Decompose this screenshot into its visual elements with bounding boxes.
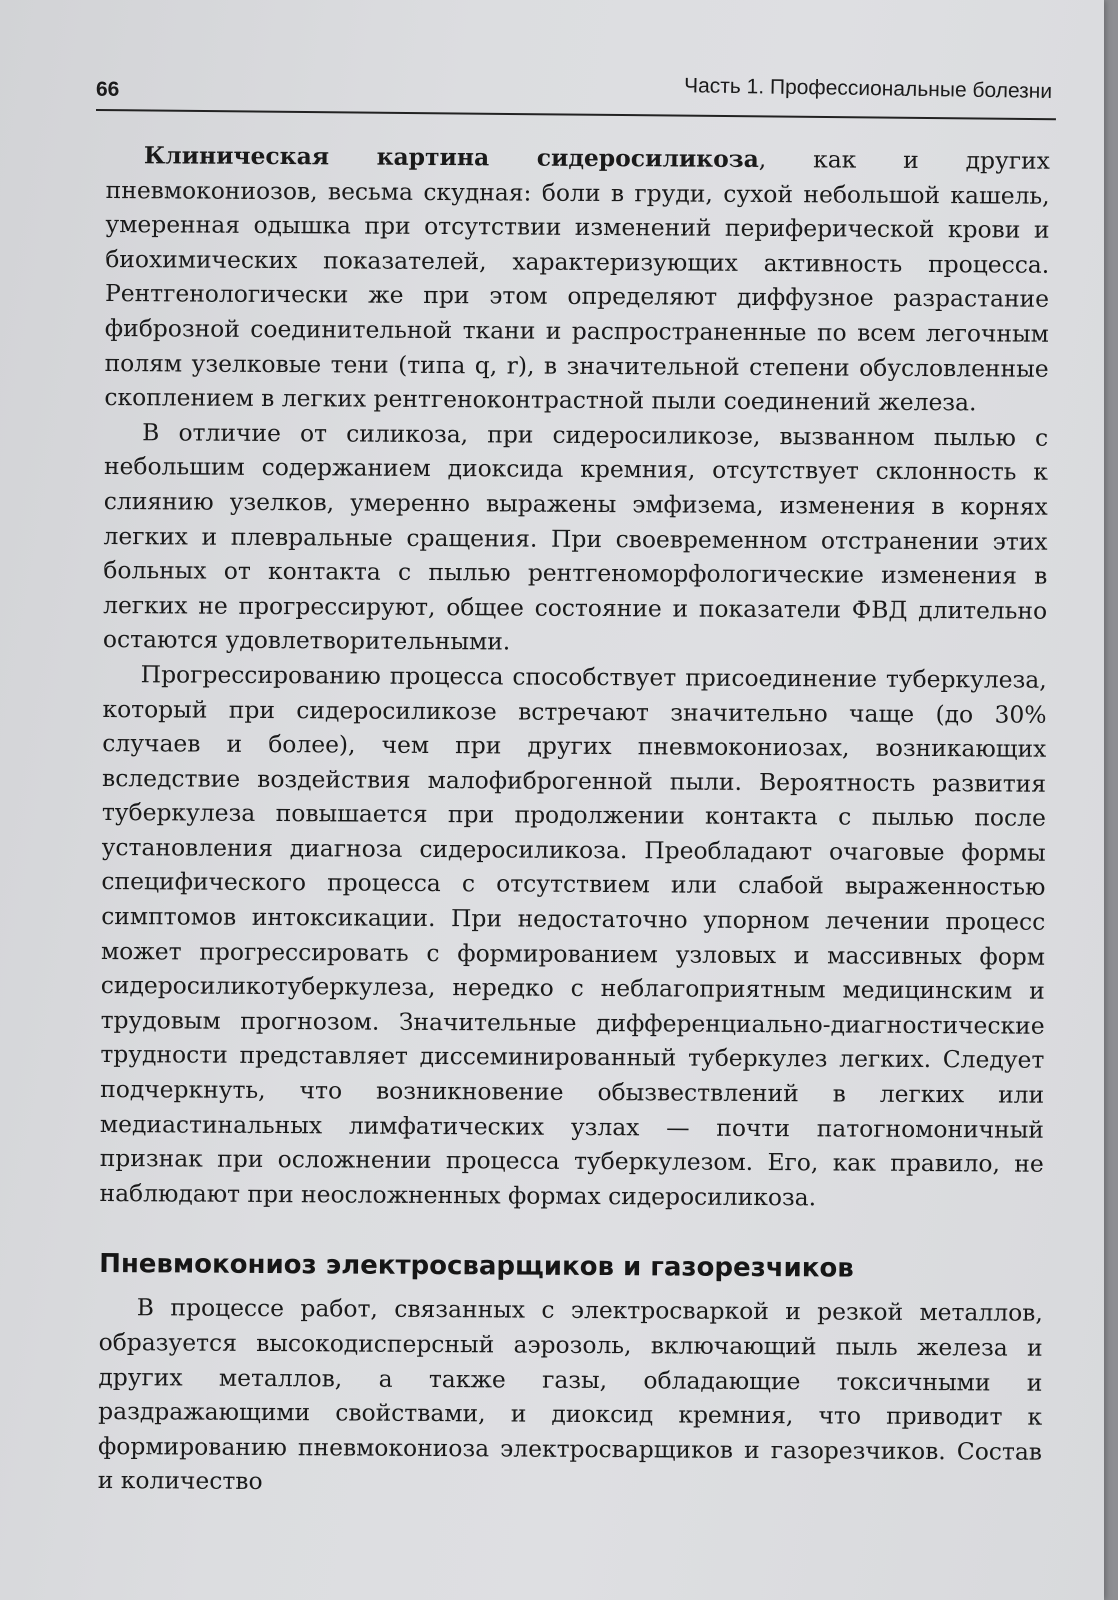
paragraph-difference-from-silicosis: В отличие от силикоза, при сидеросиликозе, вызванном пылью с небольшим содержанием диоксида кремния, отсутствует склонность к слиянию узелков, умеренно выражены эмфизема, изменения в корнях легких и плевральные сращения. При своевременном отстранении этих больных от контакта с пылью рентгеноморфологические изменения в легких не прогрессируют, общее состояние и показатели ФВД длительно остаются удовлетворительными. bbox=[102, 417, 1049, 656]
running-title: Часть 1. Профессиональные болезни bbox=[683, 74, 1053, 103]
paragraph-clinical-picture bbox=[104, 138, 1050, 421]
header-rule bbox=[96, 109, 1056, 120]
bold-term: Клиническая картина сидеросиликоза bbox=[143, 141, 759, 173]
page-number: 66 bbox=[96, 78, 120, 101]
page-body bbox=[98, 138, 1050, 1504]
paragraph-text: , как и других пневмокониозов, весьма скудная: боли в груди, сухой небольшой кашель, умеренная одышка при отсутствии изменений периферической крови и биохимических показателей, характеризующих активность процесса. Рентгенологически же при этом определяют диффузное разрастание фиброзной соединительной ткани и распространенные по всем легочным полям узелковые тени (типа q, r), в значительной степени обусловленные скоплением в легких рентгеноконтрастной пыли соединений железа. bbox=[104, 144, 1050, 417]
paragraph-welders: В процессе работ, связанных с электросваркой и резкой металлов, образуется высокодисперсный аэрозоль, включающий пыль железа и других металлов, а также газы, обладающие токсичными и раздражающими свойствами, и диоксид кремния, что приводит к формированию пневмокониоза электросварщиков и газорезчиков. Состав и количество bbox=[97, 1293, 1043, 1496]
page-header bbox=[96, 74, 1056, 114]
paragraph-tuberculosis: Прогрессированию процесса способствует присоединение туберкулеза, который при сидеросиликозе встречают значительно чаще (до 30% случаев и более), чем при других пневмокониозах, возникающих вследствие воздействия малофиброгенной пыли. Вероятность развития туберкулеза повышается при продолжении контакта с пылью после установления диагноза сидеросиликоза. Преобладают очаговые формы специфического процесса с отсутствием или слабой выраженностью симптомов интоксикации. При недостаточно упорном лечении процесс может прогрессировать с формированием узловых и массивных форм сидеросиликотуберкулеза, нередко с неблагоприятным медицинским и трудовым прогнозом. Значительные дифференциально-диагностические трудности представляет диссеминированный туберкулез легких. Следует подчеркнуть, что возникновение обызвествлений в легких или медиастинальных лимфатических узлах — почти патогномоничный признак при осложнении процесса туберкулезом. Его, как правило, не наблюдают при неосложненных формах сидеросиликоза. bbox=[99, 660, 1047, 1212]
section-heading: Пневмокониоз электросварщиков и газорезчиков bbox=[99, 1249, 854, 1284]
